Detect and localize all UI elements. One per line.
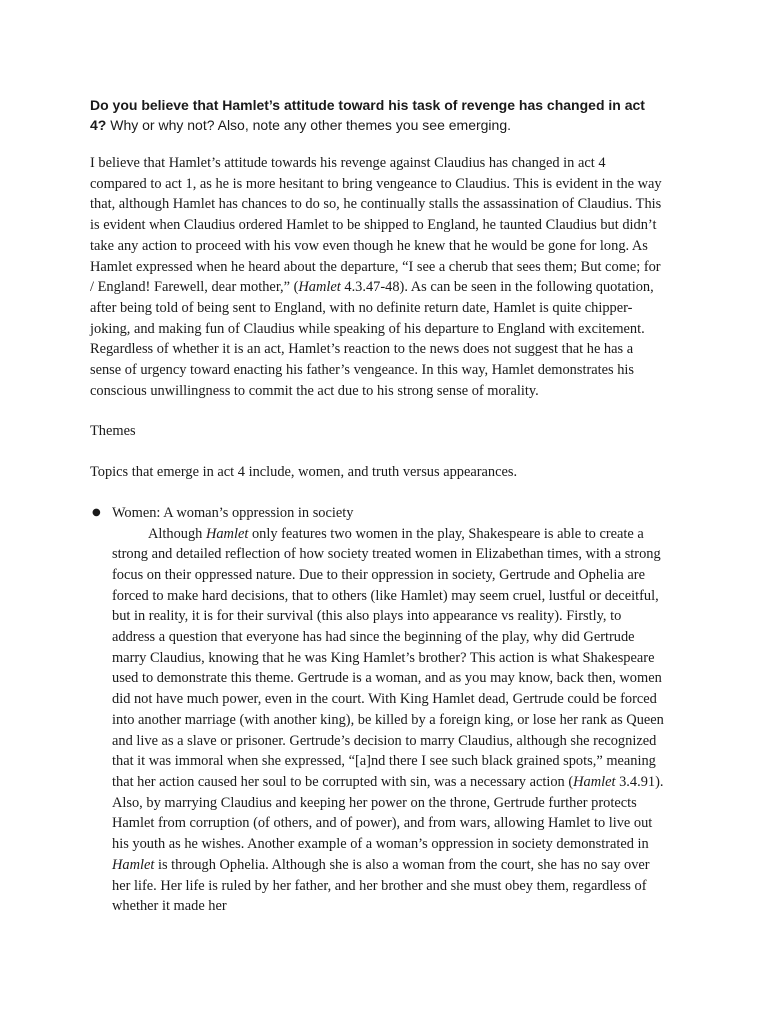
bullet-text-1: Although [148, 525, 206, 542]
bullet-text-3: 3.4.91). Also, by marrying Claudius and keeping her power on the throne, Gertrude further protects Hamlet from corruption (of others, and of power), and from wars, allowing Hamlet to live out his youth as he wishes. Another example of a woman’s oppression in society demonstrated in [112, 773, 664, 853]
bullet-title: Women: A woman’s oppression in society [112, 504, 354, 521]
paragraph1-citation-title: Hamlet [298, 279, 341, 296]
bullet-title-line [90, 503, 665, 524]
bullet-text-2: only features two women in the play, Shakespeare is able to create a strong and detailed reflection of how society treated women in Elizabethan times, with a strong focus on their oppressed nature. Due to their oppression in society, Gertrude and Ophelia are forced to make hard decisions, that to others (like Hamlet) may seem cruel, lustful or deceitful, but in reality, it is for their survival (this also plays into appearance vs reality). Firstly, to address a question that everyone has had since the beginning of the play, why did Gertrude marry Claudius, knowing that he was King Hamlet’s brother? This action is what Shakespeare used to demonstrate this theme. Gertrude is a woman, and as you may know, back then, women did not have much power, even in the court. With King Hamlet dead, Gertrude could be forced into another marriage (with another king), be killed by a foreign king, or lose her rank as Queen and live as a slave or prisoner. Gertrude’s decision to marry Claudius, although she recognized that it was immoral when she expressed, “[a]nd there I see such black grained spots,” meaning that her action caused her soul to be corrupted with sin, was a necessary action ( [112, 525, 664, 790]
bullet-marker: ● [92, 506, 101, 518]
bullet-italic-3: Hamlet [112, 856, 155, 873]
paragraph-hamlet-attitude [90, 153, 665, 401]
paragraph1-text-b: 4.3.47-48). As can be seen in the following quotation, after being told of being sent to England, with no definite return date, Hamlet is quite chipper- joking, and making fun of Claudius while speaking of his departure to England with excitement. Regardless of whether it is an act, Hamlet’s reaction to the news does not suggest that he has a sense of urgency toward enacting his father’s vengeance. In this way, Hamlet demonstrates his conscious unwillingness to commit the act due to his strong sense of morality. [90, 279, 654, 399]
question-bold-text: Do you believe that Hamlet’s attitude toward his task of revenge has changed in act 4? [90, 97, 645, 133]
question-heading [90, 95, 665, 135]
themes-bullet-list [90, 503, 665, 917]
bullet-item-women [90, 503, 665, 917]
bullet-italic-1: Hamlet [205, 525, 249, 542]
document-page [90, 95, 665, 917]
essay-body [90, 153, 665, 917]
bullet-paragraph-women [90, 524, 665, 917]
question-rest-text: Why or why not? Also, note any other themes you see emerging. [106, 117, 512, 133]
bullet-text-4: is through Ophelia. Although she is also a woman from the court, she has no say over her life. Her life is ruled by her father, and her brother and she must obey them, regardless of whether it made her [112, 856, 650, 915]
paragraph1-text-a: I believe that Hamlet’s attitude towards his revenge against Claudius has changed in act 4 compared to act 1, as he is more hesitant to bring vengeance to Claudius. This is evident in the way that, although Hamlet has chances to do so, he continually stalls the assassination of Claudius. This is evident when Claudius ordered Hamlet to be shipped to England, he taunted Claudius but didn’t take any action to proceed with his vow even though he knew that he would be gone for long. As Hamlet expressed when he heard about the departure, “I see a cherub that sees them; But come; for / England! Farewell, dear mother,” ( [90, 155, 662, 296]
bullet-italic-2: Hamlet [573, 773, 616, 790]
themes-heading: Themes [90, 423, 136, 440]
topics-sentence: Topics that emerge in act 4 include, women, and truth versus appearances. [90, 464, 518, 481]
